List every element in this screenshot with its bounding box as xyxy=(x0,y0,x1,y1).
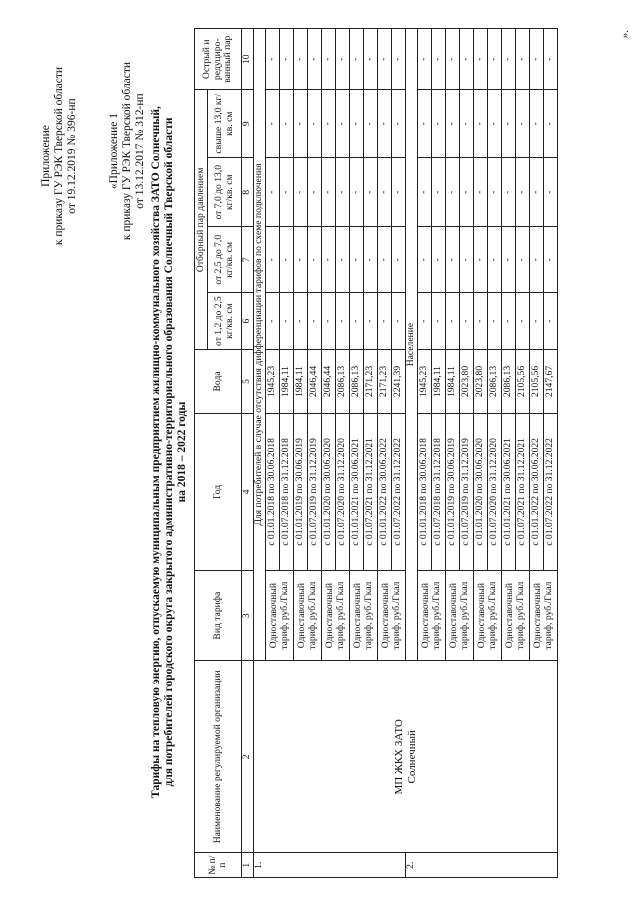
value-p4: - xyxy=(502,90,516,158)
value-sharp: - xyxy=(446,29,460,90)
value-sharp: - xyxy=(488,29,502,90)
tariff-type: Одноставочный тариф, руб./Гкал xyxy=(418,571,446,661)
group-label: Для потребителей в случае отсутствия дифференциации тарифов по схеме подключения xyxy=(254,29,266,661)
column-number: 2 xyxy=(242,661,254,853)
value-p3: - xyxy=(294,157,308,227)
value-p1: - xyxy=(432,292,446,349)
value-p4: - xyxy=(530,90,544,158)
value-sharp: - xyxy=(378,29,392,90)
value-p2: - xyxy=(378,227,392,292)
value-p4: - xyxy=(460,90,474,158)
value-sharp: - xyxy=(516,29,530,90)
column-number: 8 xyxy=(242,157,254,227)
value-p3: - xyxy=(364,157,378,227)
closing-mark: ». xyxy=(619,30,631,39)
value-p2: - xyxy=(336,227,350,292)
value-sharp: - xyxy=(350,29,364,90)
value-p4: - xyxy=(432,90,446,158)
value-sharp: - xyxy=(294,29,308,90)
tariff-type: Одноставочный тариф, руб./Гкал xyxy=(530,571,558,661)
value-p2: - xyxy=(544,227,558,292)
value-p1: - xyxy=(516,292,530,349)
value-p2: - xyxy=(488,227,502,292)
column-number-row xyxy=(242,29,254,878)
group-number: 1. xyxy=(254,853,406,878)
period-cell: с 01.07.2022 по 31.12.2022 xyxy=(392,413,406,571)
title-line2: для потребителей городского округа закрытого административно-территориального образования Солнечный Тверской области xyxy=(163,117,175,787)
value-p4: - xyxy=(474,90,488,158)
value-sharp: - xyxy=(266,29,280,90)
water-value: 2241,39 xyxy=(392,350,406,413)
water-value: 2046,44 xyxy=(322,350,336,413)
value-p3: - xyxy=(544,157,558,227)
period-cell: с 01.01.2019 по 30.06.2019 xyxy=(446,413,460,571)
value-p4: - xyxy=(266,90,280,158)
appendix-reference-line3: от 13.12.2017 № 312-нп xyxy=(134,93,146,209)
column-number: 7 xyxy=(242,227,254,292)
value-p3: - xyxy=(488,157,502,227)
value-p3: - xyxy=(530,157,544,227)
value-p3: - xyxy=(280,157,294,227)
appendix-header-line1: Приложение xyxy=(40,125,52,187)
period-cell: с 01.07.2019 по 31.12.2019 xyxy=(460,413,474,571)
value-p4: - xyxy=(544,90,558,158)
header-tariff-type: Вид тарифа xyxy=(195,571,242,661)
appendix-header xyxy=(40,46,79,266)
value-p3: - xyxy=(350,157,364,227)
value-sharp: - xyxy=(308,29,322,90)
water-value: 2086,13 xyxy=(488,350,502,413)
value-sharp: - xyxy=(364,29,378,90)
water-value: 2086,13 xyxy=(350,350,364,413)
column-number: 1 xyxy=(242,853,254,878)
value-sharp: - xyxy=(502,29,516,90)
value-sharp: - xyxy=(544,29,558,90)
value-p1: - xyxy=(308,292,322,349)
value-sharp: - xyxy=(280,29,294,90)
column-number: 3 xyxy=(242,571,254,661)
period-cell: с 01.07.2022 по 31.12.2022 xyxy=(544,413,558,571)
title-line1: Тарифы на тепловую энергию, отпускаемую муниципальным предприятием жилищно-коммунального хозяйства ЗАТО Солнечный, xyxy=(150,106,162,798)
value-p1: - xyxy=(446,292,460,349)
group-label: Население xyxy=(406,29,418,661)
header-num: № п/ п xyxy=(195,853,242,878)
header-steam-group: Отборный пар давлением xyxy=(195,90,208,350)
value-sharp: - xyxy=(336,29,350,90)
value-p3: - xyxy=(460,157,474,227)
water-value: 1945,23 xyxy=(266,350,280,413)
document-title xyxy=(150,40,189,864)
value-sharp: - xyxy=(392,29,406,90)
header-sharp-steam: Острый и редуциро-ванный пар xyxy=(195,29,242,90)
water-value: 1984,11 xyxy=(280,350,294,413)
value-p1: - xyxy=(544,292,558,349)
appendix-reference-line2: к приказу ГУ РЭК Тверской области xyxy=(121,61,133,241)
value-p4: - xyxy=(280,90,294,158)
tariff-type: Одноставочный тариф, руб./Гкал xyxy=(266,571,294,661)
tariff-type: Одноставочный тариф, руб./Гкал xyxy=(322,571,350,661)
value-p4: - xyxy=(516,90,530,158)
value-p1: - xyxy=(392,292,406,349)
value-p2: - xyxy=(530,227,544,292)
period-cell: с 01.01.2019 по 30.06.2019 xyxy=(294,413,308,571)
water-value: 2086,13 xyxy=(336,350,350,413)
value-p2: - xyxy=(432,227,446,292)
value-p4: - xyxy=(364,90,378,158)
period-cell: с 01.01.2021 по 30.06.2021 xyxy=(502,413,516,571)
water-value: 2023,80 xyxy=(474,350,488,413)
value-p3: - xyxy=(266,157,280,227)
value-p2: - xyxy=(364,227,378,292)
header-p3: от 7,0 до 13,0 кг/кв. см xyxy=(208,157,242,227)
value-p4: - xyxy=(350,90,364,158)
period-cell: с 01.07.2018 по 31.12.2018 xyxy=(432,413,446,571)
value-p4: - xyxy=(378,90,392,158)
value-p2: - xyxy=(266,227,280,292)
value-p2: - xyxy=(418,227,432,292)
value-p3: - xyxy=(308,157,322,227)
value-p1: - xyxy=(378,292,392,349)
value-p4: - xyxy=(294,90,308,158)
period-cell: с 01.07.2021 по 31.12.2021 xyxy=(516,413,530,571)
value-p2: - xyxy=(474,227,488,292)
value-sharp: - xyxy=(460,29,474,90)
value-p2: - xyxy=(460,227,474,292)
tariff-type: Одноставочный тариф, руб./Гкал xyxy=(474,571,502,661)
value-p4: - xyxy=(336,90,350,158)
appendix-header-line3: от 19.12.2019 № 396-нп xyxy=(66,98,78,214)
appendix-reference xyxy=(108,36,147,266)
value-sharp: - xyxy=(530,29,544,90)
value-p3: - xyxy=(322,157,336,227)
value-p1: - xyxy=(266,292,280,349)
water-value: 2171,23 xyxy=(364,350,378,413)
value-p4: - xyxy=(308,90,322,158)
value-p2: - xyxy=(308,227,322,292)
title-line3: на 2018 – 2022 годы xyxy=(176,401,188,503)
value-p2: - xyxy=(280,227,294,292)
value-p3: - xyxy=(432,157,446,227)
tariff-type: Одноставочный тариф, руб./Гкал xyxy=(378,571,406,661)
value-p3: - xyxy=(378,157,392,227)
group-number: 2. xyxy=(406,853,558,878)
column-number: 5 xyxy=(242,350,254,413)
value-p2: - xyxy=(502,227,516,292)
water-value: 2147,67 xyxy=(544,350,558,413)
water-value: 1984,11 xyxy=(294,350,308,413)
water-value: 2086,13 xyxy=(502,350,516,413)
organization-name: МП ЖКХ ЗАТО Солнечный xyxy=(254,661,558,853)
period-cell: с 01.01.2022 по 30.06.2022 xyxy=(378,413,392,571)
value-p1: - xyxy=(294,292,308,349)
tariff-type: Одноставочный тариф, руб./Гкал xyxy=(294,571,322,661)
column-number: 6 xyxy=(242,292,254,349)
period-cell: с 01.07.2020 по 31.12.2020 xyxy=(488,413,502,571)
water-value: 2105,56 xyxy=(530,350,544,413)
value-p1: - xyxy=(322,292,336,349)
value-sharp: - xyxy=(474,29,488,90)
tariff-type: Одноставочный тариф, руб./Гкал xyxy=(350,571,378,661)
header-p4: свыше 13,0 кг/кв. см xyxy=(208,90,242,158)
water-value: 1945,23 xyxy=(418,350,432,413)
value-p4: - xyxy=(392,90,406,158)
value-p3: - xyxy=(446,157,460,227)
value-p4: - xyxy=(446,90,460,158)
value-p2: - xyxy=(294,227,308,292)
group-label-row xyxy=(254,29,266,878)
water-value: 1984,11 xyxy=(432,350,446,413)
header-row-top xyxy=(195,29,208,878)
value-p2: - xyxy=(516,227,530,292)
header-org: Наименование регулируемой организации xyxy=(195,661,242,853)
column-number: 9 xyxy=(242,90,254,158)
period-cell: с 01.07.2020 по 31.12.2020 xyxy=(336,413,350,571)
value-p2: - xyxy=(392,227,406,292)
period-cell: с 01.07.2021 по 31.12.2021 xyxy=(364,413,378,571)
header-p1: от 1,2 до 2,5 кг/кв. см xyxy=(208,292,242,349)
header-water: Вода xyxy=(195,350,242,413)
value-p2: - xyxy=(322,227,336,292)
value-p1: - xyxy=(502,292,516,349)
value-p4: - xyxy=(488,90,502,158)
water-value: 2171,23 xyxy=(378,350,392,413)
value-p1: - xyxy=(530,292,544,349)
tariff-type: Одноставочный тариф, руб./Гкал xyxy=(446,571,474,661)
value-p3: - xyxy=(502,157,516,227)
value-p3: - xyxy=(516,157,530,227)
value-p3: - xyxy=(418,157,432,227)
appendix-reference-line1: «Приложение 1 xyxy=(108,112,120,190)
water-value: 2023,80 xyxy=(460,350,474,413)
value-p1: - xyxy=(460,292,474,349)
value-p4: - xyxy=(418,90,432,158)
header-p2: от 2,5 до 7,0 кг/кв. см xyxy=(208,227,242,292)
tariff-type: Одноставочный тариф, руб./Гкал xyxy=(502,571,530,661)
column-number: 10 xyxy=(242,29,254,90)
period-cell: с 01.01.2020 по 30.06.2020 xyxy=(474,413,488,571)
water-value: 2105,56 xyxy=(516,350,530,413)
value-p4: - xyxy=(322,90,336,158)
period-cell: с 01.01.2021 по 30.06.2021 xyxy=(350,413,364,571)
period-cell: с 01.01.2018 по 30.06.2018 xyxy=(418,413,432,571)
value-p1: - xyxy=(280,292,294,349)
value-sharp: - xyxy=(418,29,432,90)
value-p3: - xyxy=(392,157,406,227)
water-value: 2046,44 xyxy=(308,350,322,413)
period-cell: с 01.01.2018 по 30.06.2018 xyxy=(266,413,280,571)
value-p2: - xyxy=(350,227,364,292)
value-p2: - xyxy=(446,227,460,292)
period-cell: с 01.01.2022 по 30.06.2022 xyxy=(530,413,544,571)
header-year: Год xyxy=(195,413,242,571)
value-p1: - xyxy=(336,292,350,349)
value-sharp: - xyxy=(432,29,446,90)
period-cell: с 01.07.2018 по 31.12.2018 xyxy=(280,413,294,571)
value-p3: - xyxy=(336,157,350,227)
period-cell: с 01.01.2020 по 30.06.2020 xyxy=(322,413,336,571)
value-p1: - xyxy=(364,292,378,349)
tariff-table-body xyxy=(195,29,558,878)
appendix-header-line2: к приказу ГУ РЭК Тверской области xyxy=(53,66,65,246)
period-cell: с 01.07.2019 по 31.12.2019 xyxy=(308,413,322,571)
value-p1: - xyxy=(418,292,432,349)
tariff-table xyxy=(194,28,558,878)
value-p1: - xyxy=(350,292,364,349)
value-sharp: - xyxy=(322,29,336,90)
water-value: 1984,11 xyxy=(446,350,460,413)
value-p3: - xyxy=(474,157,488,227)
column-number: 4 xyxy=(242,413,254,571)
value-p1: - xyxy=(488,292,502,349)
value-p1: - xyxy=(474,292,488,349)
